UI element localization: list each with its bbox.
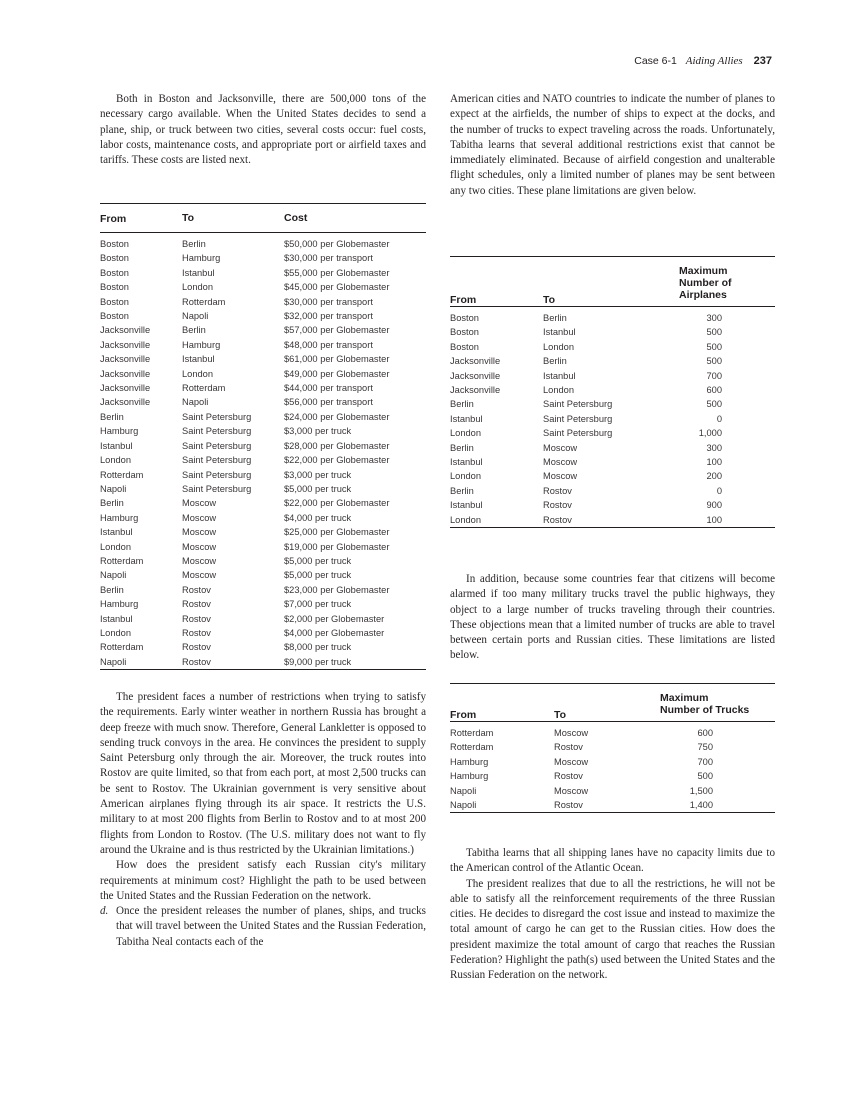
cost-row-cell: $3,000 per truck [284, 469, 352, 480]
plane-row-cell: Berlin [543, 313, 567, 323]
cost-row-cell: Saint Petersburg [182, 411, 252, 422]
truck-header-from: From [450, 709, 477, 721]
plane-row-cell: Istanbul [450, 413, 483, 424]
cost-row-cell: Saint Petersburg [182, 483, 252, 494]
plane-row-cell: 300 [706, 442, 722, 453]
plane-row-cell: 600 [706, 385, 722, 396]
plane-row-cell: Rostov [543, 485, 572, 496]
cost-row [100, 612, 426, 626]
cost-row-cell: Jacksonville [100, 397, 151, 408]
cost-row [100, 496, 426, 510]
plane-row-cell: Jacksonville [450, 385, 501, 396]
cost-row [100, 453, 426, 467]
right-paragraph-contacts: American cities and NATO countries to indicate the number of planes to expect at the airfields, the number of ships to expect at the docks, and the number of trucks to expect traveling across the roads. Unfortunately, Tabitha learns that several additional restrictions exist that cannot be immediately eliminated. Because of airfield congestion and unalterable flight schedules, only a limited number of planes may be sent between any two cities. These plane limitations are given below. [450, 93, 775, 197]
plane-row-cell: London [543, 385, 575, 396]
cost-row-cell: Moscow [182, 541, 217, 552]
cost-row-cell: Jacksonville [100, 354, 151, 365]
plane-row-cell: 200 [706, 471, 722, 482]
cost-row-cell: Saint Petersburg [182, 469, 252, 480]
cost-row-cell: Moscow [182, 498, 217, 509]
cost-row-cell: $7,000 per truck [284, 599, 352, 610]
truck-row-cell: Rostov [554, 771, 583, 782]
cost-row [100, 352, 426, 366]
cost-row-cell: Hamburg [100, 512, 139, 523]
plane-row [450, 412, 775, 426]
cost-row-cell: Boston [100, 253, 129, 264]
truck-row-cell: Moscow [554, 756, 589, 767]
plane-row-cell: Berlin [450, 485, 474, 496]
plane-row-cell: Saint Petersburg [543, 399, 613, 410]
cost-row [100, 568, 426, 582]
right-paragraph-maximize: The president realizes that due to all the restrictions, he will not be able to satisfy all the reinforcement requirements of the three Russian cities. He decides to disregard the cost issue and instead to maximize the total amount of cargo he can get to the Russian cities. How does the president maximize the total amount of cargo that reaches the Russian Federation? Highlight the path(s) used between the United States and the Russian Federation on the network. [450, 877, 775, 982]
plane-row-cell: 900 [706, 500, 722, 511]
cost-row-cell: $30,000 per transport [284, 296, 373, 307]
plane-row-cell: 100 [706, 514, 722, 525]
cost-row-cell: $56,000 per transport [284, 397, 373, 408]
cost-row-cell: London [182, 368, 214, 379]
plane-header-number: Number of Airplanes [679, 277, 732, 301]
plane-row-cell: London [543, 341, 575, 352]
plane-row-cell: Rostov [543, 514, 572, 525]
plane-row [450, 498, 775, 512]
cost-row-cell: London [100, 455, 132, 466]
cost-row-cell: Berlin [100, 498, 124, 509]
cost-row-cell: Saint Petersburg [182, 455, 252, 466]
cost-row [100, 540, 426, 554]
plane-row-cell: 0 [716, 413, 722, 424]
cost-row [100, 280, 426, 294]
left-paragraph-question: How does the president satisfy each Russian city's military requirements at minimum cost? Highlight the path to be used between the United States and the Russian Federation on the network. [100, 859, 426, 902]
cost-row-cell: Berlin [182, 325, 206, 336]
cost-row-cell: Rostov [182, 642, 211, 653]
plane-row [450, 311, 775, 325]
plane-row [450, 340, 775, 354]
plane-row-cell: Berlin [450, 442, 474, 453]
plane-row-cell: Saint Petersburg [543, 428, 613, 439]
cost-row [100, 381, 426, 395]
cost-row [100, 424, 426, 438]
plane-row-cell: London [450, 428, 482, 439]
plane-row [450, 441, 775, 455]
cost-row-cell: Napoli [100, 483, 127, 494]
cost-row [100, 237, 426, 251]
plane-header-to: To [543, 294, 556, 306]
cost-row-cell: Berlin [100, 584, 124, 595]
plane-header-from: From [450, 294, 477, 306]
cost-row [100, 295, 426, 309]
truck-row-cell: Hamburg [450, 771, 489, 782]
plane-row-cell: Boston [450, 341, 479, 352]
cost-row-cell: $57,000 per Globemaster [284, 325, 390, 336]
left-column-lower [100, 690, 426, 950]
cost-row [100, 323, 426, 337]
cost-row [100, 367, 426, 381]
cost-row-cell: $4,000 per truck [284, 512, 352, 523]
cost-row-cell: Napoli [182, 397, 209, 408]
plane-header-maximum: Maximum [679, 265, 728, 277]
cost-row-cell: $24,000 per Globemaster [284, 411, 390, 422]
truck-header-number: Number of Trucks [660, 704, 750, 716]
plane-row-cell: Istanbul [543, 370, 576, 381]
truck-row-cell: 1,500 [689, 785, 713, 796]
cost-row-cell: Boston [100, 282, 129, 293]
truck-row-cell: 600 [697, 728, 713, 738]
plane-row-cell: Jacksonville [450, 370, 501, 381]
cost-row-cell: $5,000 per truck [284, 570, 352, 581]
plane-row-cell: Rostov [543, 500, 572, 511]
cost-row-cell: Boston [100, 239, 129, 249]
truck-row-cell: Rostov [554, 742, 583, 753]
cost-row-cell: Moscow [182, 512, 217, 523]
cost-table-wrap [100, 203, 426, 671]
plane-row [450, 397, 775, 411]
cost-row [100, 309, 426, 323]
right-paragraph-shipping: Tabitha learns that all shipping lanes have no capacity limits due to the American control of the Atlantic Ocean. [450, 847, 775, 875]
right-paragraph-trucks: In addition, because some countries fear that citizens will become alarmed if too many military trucks travel the public highways, they object to a large number of trucks traveling through their countries. These objections mean that a limited number of trucks are able to travel between certain ports and Russian cities. These limitations are listed below. [450, 573, 775, 662]
cost-row-cell: Rotterdam [182, 296, 226, 307]
plane-row-cell: 1,000 [698, 428, 722, 439]
cost-row-cell: $49,000 per Globemaster [284, 368, 390, 379]
truck-row-cell: Rostov [554, 800, 583, 811]
cost-row-cell: Berlin [100, 411, 124, 422]
cost-header-from: From [100, 213, 127, 225]
cost-row-cell: Rostov [182, 627, 211, 638]
plane-row-cell: Moscow [543, 457, 578, 468]
cost-row-cell: Hamburg [100, 599, 139, 610]
cost-row-cell: $32,000 per transport [284, 311, 373, 322]
cost-row-cell: Jacksonville [100, 339, 151, 350]
plane-row-cell: Istanbul [450, 500, 483, 511]
plane-row-cell: Jacksonville [450, 356, 501, 367]
cost-row-cell: $3,000 per truck [284, 426, 352, 437]
left-paragraph-restrictions: The president faces a number of restrictions when trying to satisfy the requirements. Early winter weather in northern Russia has brought a deep freeze with much snow. Therefore, General Lankletter is opposed to sending truck convoys in the area. He convinces the president to supply Saint Petersburg only through the air. Moreover, the truck routes into Rostov are quite limited, so that from each port, at most 2,500 trucks can be sent to Rostov. The Ukrainian government is very sensitive about American airplanes flying through its air space. It restricts the U.S. military to at most 200 flights from Berlin to Rostov and to at most 200 flights from London to Rostov. (The U.S. military does not want to fly around the Ukraine and is thus restricted by the Ukrainian limitations.) [100, 691, 426, 856]
item-d-label: d. [100, 905, 109, 918]
cost-row [100, 395, 426, 409]
truck-limits-table [450, 683, 775, 814]
cost-row-cell: London [100, 627, 132, 638]
plane-row [450, 325, 775, 339]
plane-row-cell: Boston [450, 327, 479, 338]
truck-row-cell: 750 [697, 742, 713, 753]
plane-row-cell: 100 [706, 457, 722, 468]
cost-row-cell: $48,000 per transport [284, 339, 373, 350]
cost-row-cell: Rostov [182, 599, 211, 610]
truck-row [450, 726, 775, 740]
plane-row [450, 469, 775, 483]
cost-row-cell: Rostov [182, 656, 211, 667]
plane-row-cell: 700 [706, 370, 722, 381]
cost-row-cell: $5,000 per truck [284, 555, 352, 566]
plane-row-cell: Berlin [543, 356, 567, 367]
page-number: 237 [753, 55, 772, 67]
cost-row-cell: Istanbul [182, 267, 215, 278]
plane-row-cell: Saint Petersburg [543, 413, 613, 424]
plane-row-cell: 0 [716, 485, 722, 496]
cost-row-cell: Berlin [182, 239, 206, 249]
cost-row-cell: $61,000 per Globemaster [284, 354, 390, 365]
truck-row [450, 769, 775, 783]
cost-row-cell: Moscow [182, 555, 217, 566]
cost-row [100, 482, 426, 496]
cost-row [100, 338, 426, 352]
truck-row-cell: Rotterdam [450, 728, 494, 738]
plane-row [450, 513, 775, 528]
cost-row-cell: $25,000 per Globemaster [284, 527, 390, 538]
truck-row-cell: 700 [697, 756, 713, 767]
cost-row-cell: Istanbul [100, 613, 133, 624]
cost-row-cell: Hamburg [182, 339, 221, 350]
cost-row [100, 266, 426, 280]
cost-row-cell: Rotterdam [100, 469, 144, 480]
cost-row-cell: Jacksonville [100, 368, 151, 379]
right-column-mid [450, 572, 775, 664]
cost-row-cell: $44,000 per transport [284, 383, 373, 394]
cost-row-cell: Napoli [100, 656, 127, 667]
cost-row [100, 554, 426, 568]
cost-table [100, 203, 426, 671]
running-header [634, 55, 772, 67]
plane-row-cell: 500 [706, 341, 722, 352]
plane-row-cell: 500 [706, 399, 722, 410]
truck-row-cell: Hamburg [450, 756, 489, 767]
cost-row-cell: Istanbul [182, 354, 215, 365]
plane-row-cell: Berlin [450, 399, 474, 410]
cost-row [100, 626, 426, 640]
plane-row [450, 426, 775, 440]
cost-row-cell: Moscow [182, 570, 217, 581]
cost-row-cell: $23,000 per Globemaster [284, 584, 390, 595]
cost-row-cell: $19,000 per Globemaster [284, 541, 390, 552]
plane-limits-table [450, 256, 775, 529]
cost-row-cell: Istanbul [100, 527, 133, 538]
cost-row-cell: Jacksonville [100, 383, 151, 394]
truck-table-wrap [450, 683, 775, 814]
cost-row-cell: Rotterdam [100, 555, 144, 566]
cost-row [100, 640, 426, 654]
plane-row-cell: Boston [450, 313, 479, 323]
item-d-text: Once the president releases the number of planes, ships, and trucks that will travel between the United States and the Russian Federation, Tabitha Neal contacts each of the [116, 905, 426, 948]
truck-row [450, 755, 775, 769]
truck-row [450, 784, 775, 798]
cost-row-cell: Boston [100, 311, 129, 322]
cost-row [100, 251, 426, 265]
plane-row [450, 369, 775, 383]
cost-row-cell: Hamburg [182, 253, 221, 264]
cost-row [100, 439, 426, 453]
cost-row-cell: London [100, 541, 132, 552]
cost-row-cell: $5,000 per truck [284, 483, 352, 494]
cost-header-cost: Cost [284, 212, 308, 224]
cost-row [100, 511, 426, 525]
cost-row-cell: Napoli [182, 311, 209, 322]
cost-row-cell: $50,000 per Globemaster [284, 239, 390, 249]
truck-row [450, 740, 775, 754]
cost-row-cell: $9,000 per truck [284, 656, 352, 667]
cost-row-cell: Saint Petersburg [182, 426, 252, 437]
case-title: Aiding Allies [685, 55, 743, 67]
truck-row-cell: Napoli [450, 800, 477, 811]
cost-row-cell: $4,000 per Globemaster [284, 627, 385, 638]
cost-row-cell: London [182, 282, 214, 293]
plane-row [450, 484, 775, 498]
truck-row-cell: 500 [697, 771, 713, 782]
cost-row-cell: $55,000 per Globemaster [284, 267, 390, 278]
plane-row-cell: Moscow [543, 471, 578, 482]
cost-row-cell: Hamburg [100, 426, 139, 437]
truck-header-maximum: Maximum [660, 692, 709, 704]
cost-row-cell: Jacksonville [100, 325, 151, 336]
right-column [450, 92, 775, 199]
truck-row-cell: Moscow [554, 785, 589, 796]
cost-row-cell: Saint Petersburg [182, 440, 252, 451]
cost-row-cell: Napoli [100, 570, 127, 581]
plane-row-cell: Moscow [543, 442, 578, 453]
cost-row [100, 410, 426, 424]
truck-row-cell: Rotterdam [450, 742, 494, 753]
plane-row-cell: 300 [706, 313, 722, 323]
left-item-d [100, 904, 426, 950]
truck-row-cell: Napoli [450, 785, 477, 796]
cost-row [100, 468, 426, 482]
case-label: Case 6-1 [634, 55, 677, 67]
cost-row-cell: Istanbul [100, 440, 133, 451]
plane-row [450, 455, 775, 469]
cost-row-cell: Rotterdam [182, 383, 226, 394]
cost-row-cell: Boston [100, 296, 129, 307]
cost-row-cell: $45,000 per Globemaster [284, 282, 390, 293]
plane-row-cell: Istanbul [543, 327, 576, 338]
plane-row-cell: London [450, 514, 482, 525]
plane-row-cell: Istanbul [450, 457, 483, 468]
cost-header-to: To [182, 212, 195, 224]
cost-row-cell: $28,000 per Globemaster [284, 440, 390, 451]
cost-row-cell: Rotterdam [100, 642, 144, 653]
cost-row-cell: $8,000 per truck [284, 642, 352, 653]
plane-row [450, 383, 775, 397]
truck-row-cell: 1,400 [689, 800, 713, 811]
cost-row-cell: $2,000 per Globemaster [284, 613, 385, 624]
truck-header-to: To [554, 709, 567, 721]
truck-row [450, 798, 775, 813]
plane-row-cell: 500 [706, 356, 722, 367]
cost-row-cell: $30,000 per transport [284, 253, 373, 264]
left-paragraph-cargo: Both in Boston and Jacksonville, there are 500,000 tons of the necessary cargo available. When the United States decides to send a plane, ship, or truck between two cities, several costs occur: fuel costs, labor costs, maintenance costs, and appropriate port or airfield taxes and tariffs. These costs are listed next. [100, 93, 426, 167]
cost-row [100, 655, 426, 670]
cost-row-cell: Moscow [182, 527, 217, 538]
plane-table-wrap [450, 256, 775, 529]
plane-row-cell: 500 [706, 327, 722, 338]
plane-row-cell: London [450, 471, 482, 482]
truck-row-cell: Moscow [554, 728, 589, 738]
right-column-lower [450, 846, 775, 984]
plane-row [450, 354, 775, 368]
cost-row-cell: Rostov [182, 613, 211, 624]
cost-row [100, 597, 426, 611]
left-column [100, 92, 426, 168]
cost-row [100, 583, 426, 597]
cost-row [100, 525, 426, 539]
cost-row-cell: Boston [100, 267, 129, 278]
cost-row-cell: Rostov [182, 584, 211, 595]
cost-row-cell: $22,000 per Globemaster [284, 455, 390, 466]
cost-row-cell: $22,000 per Globemaster [284, 498, 390, 509]
